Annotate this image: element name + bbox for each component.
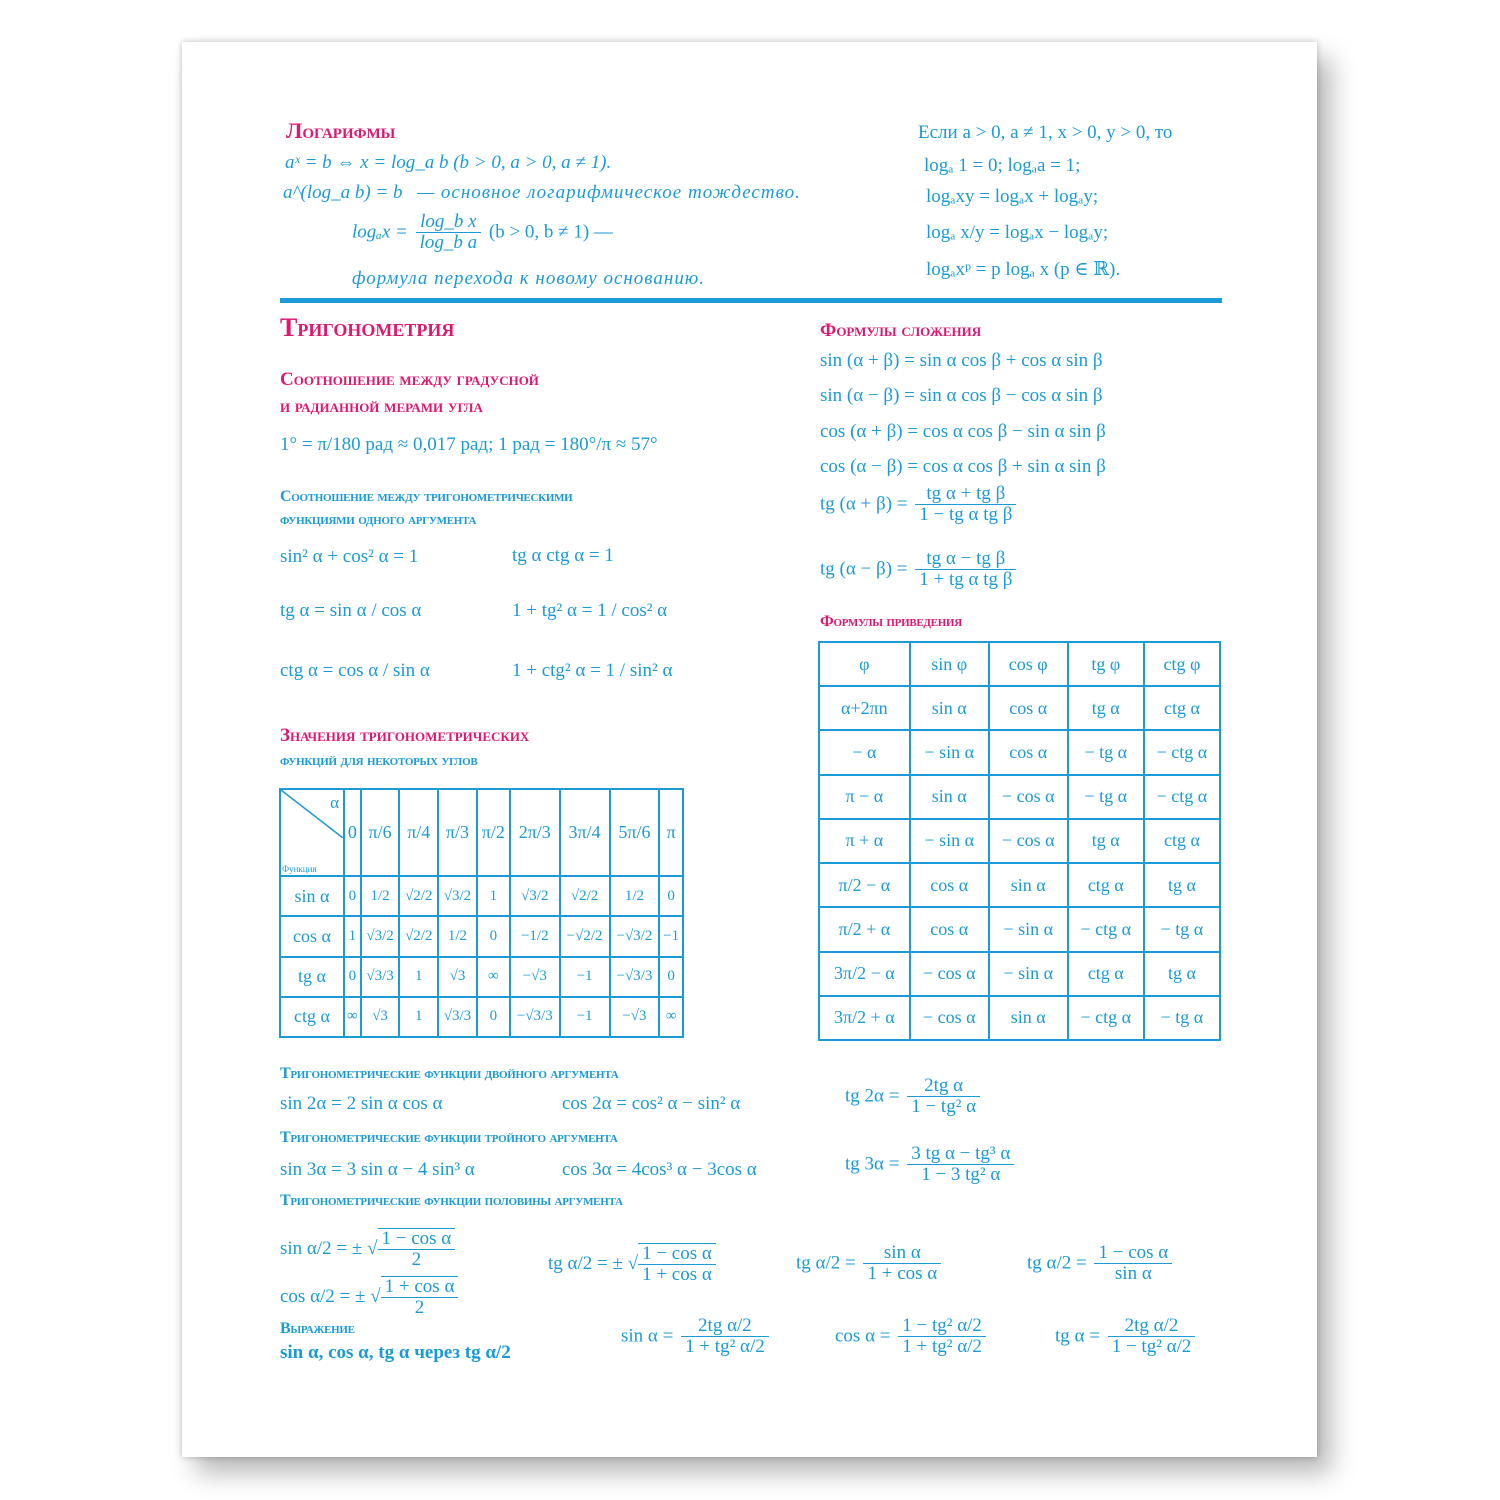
tg-half-sin-lhs: tg α/2 = xyxy=(796,1252,856,1274)
cos-sum: cos (α + β) = cos α cos β − sin α sin β xyxy=(820,421,1106,442)
angle-header: π/4 xyxy=(399,789,438,876)
cos-half-den: 2 xyxy=(414,1296,425,1318)
value-cell: 1 xyxy=(344,916,361,956)
reduction-header-cell: φ xyxy=(819,642,910,686)
log-change-text: формула перехода к новому основанию. xyxy=(352,268,705,289)
reduction-value-cell: sin α xyxy=(910,686,989,730)
tg-half-cos-lhs: tg α/2 = xyxy=(1027,1252,1087,1274)
log-change-den: log_b a xyxy=(419,231,478,253)
tg-via-tg-lhs: tg α = xyxy=(1055,1325,1100,1347)
tg-diff-num: tg α − tg β xyxy=(915,549,1016,570)
reduction-header-cell: cos φ xyxy=(989,642,1068,686)
log-prop-4: logₐxᵖ = p logₐ x (p ∈ ℝ). xyxy=(926,259,1121,280)
sin-half-num: 1 − cos α xyxy=(378,1229,456,1250)
sin-triple: sin 3α = 3 sin α − 4 sin³ α xyxy=(280,1159,475,1180)
deg-rad-title-2: и радианной мерами угла xyxy=(280,396,483,417)
value-cell: √3 xyxy=(438,957,477,997)
value-cell: −√3 xyxy=(510,957,560,997)
reduction-value-cell: sin α xyxy=(989,996,1068,1040)
expr-title-1: Выражение xyxy=(280,1320,355,1337)
reduction-value-cell: tg α xyxy=(1144,952,1220,996)
value-cell: 0 xyxy=(344,876,361,916)
reduction-value-cell: ctg α xyxy=(1068,952,1144,996)
reduction-value-cell: − cos α xyxy=(989,775,1068,819)
tg-half-sin-num: sin α xyxy=(863,1243,941,1264)
tg-half-cos xyxy=(1027,1243,1175,1284)
reduction-value-cell: − tg α xyxy=(1144,907,1220,951)
value-cell: 1/2 xyxy=(438,916,477,956)
tg-double-lhs: tg 2α = xyxy=(845,1085,900,1107)
values-title-2: функций для некоторых углов xyxy=(280,752,478,769)
values-row xyxy=(280,957,683,997)
tg-half-root-num: 1 − cos α xyxy=(638,1244,716,1265)
reduction-value-cell: cos α xyxy=(910,907,989,951)
deg-rad-title-1: Соотношение между градусной xyxy=(280,369,539,390)
angle-header: π/3 xyxy=(438,789,477,876)
value-cell: √3/2 xyxy=(438,876,477,916)
reduction-value-cell: cos α xyxy=(989,686,1068,730)
log-identity xyxy=(283,182,801,204)
cos-half: cos α/2 = ± √ $\frac{\text{1 + cos α}}{2}$ xyxy=(280,1276,461,1318)
value-cell: −√2/2 xyxy=(560,916,610,956)
cos-triple: cos 3α = 4cos³ α − 3cos α xyxy=(562,1159,757,1180)
values-table xyxy=(279,788,684,1038)
reduction-value-cell: − ctg α xyxy=(1144,730,1220,774)
reduction-value-cell: − cos α xyxy=(989,819,1068,863)
tg-diff-den: 1 + tg α tg β xyxy=(919,568,1013,590)
values-header-row xyxy=(280,789,683,876)
reduction-value-cell: − sin α xyxy=(989,952,1068,996)
value-cell: −√3 xyxy=(610,997,660,1037)
reduction-value-cell: ctg α xyxy=(1144,686,1220,730)
reduction-title: Формулы приведения xyxy=(820,613,962,630)
value-cell: −1 xyxy=(560,997,610,1037)
reduction-value-cell: ctg α xyxy=(1068,863,1144,907)
reduction-value-cell: − ctg α xyxy=(1068,907,1144,951)
value-cell: 1/2 xyxy=(610,876,660,916)
tg-half-sin-den: 1 + cos α xyxy=(867,1262,938,1284)
values-title-1: Значения тригонометрических xyxy=(280,725,530,746)
value-cell: −√3/3 xyxy=(610,957,660,997)
tg-double-num: 2tg α xyxy=(907,1076,980,1097)
value-cell: √2/2 xyxy=(399,916,438,956)
triple-title: Тригонометрические функции тройного аргумента xyxy=(280,1129,618,1146)
sin-via-tg-num: 2tg α/2 xyxy=(681,1316,769,1337)
sin-via-tg-lhs: sin α = xyxy=(621,1325,674,1347)
function-name-cell: tg α xyxy=(280,957,344,997)
value-cell: −√3/3 xyxy=(510,997,560,1037)
half-title: Тригонометрические функции половины аргумента xyxy=(280,1192,623,1209)
sin-half-den: 2 xyxy=(411,1248,422,1270)
reduction-value-cell: sin α xyxy=(910,775,989,819)
tg-via-tg xyxy=(1055,1316,1198,1357)
tg-sec-identity: 1 + tg² α = 1 / cos² α xyxy=(512,600,668,621)
tg-half-sin xyxy=(796,1243,944,1284)
reduction-header-row xyxy=(819,642,1220,686)
reduction-table xyxy=(818,641,1221,1041)
tg-via-tg-num: 2tg α/2 xyxy=(1108,1316,1196,1337)
values-row xyxy=(280,997,683,1037)
reduction-value-cell: − tg α xyxy=(1068,730,1144,774)
reduction-row xyxy=(819,952,1220,996)
tg-sum-num: tg α + tg β xyxy=(915,484,1016,505)
tg-def: tg α = sin α / cos α xyxy=(280,600,422,621)
reduction-arg-cell: π/2 − α xyxy=(819,863,910,907)
cos-double: cos 2α = cos² α − sin² α xyxy=(562,1093,741,1114)
angle-header: π/2 xyxy=(477,789,510,876)
value-cell: ∞ xyxy=(477,957,510,997)
tg-triple-lhs: tg 3α = xyxy=(845,1153,900,1175)
expr-title-2: sin α, cos α, tg α через tg α/2 xyxy=(280,1342,511,1363)
reduction-value-cell: tg α xyxy=(1144,863,1220,907)
angle-header: π/6 xyxy=(361,789,400,876)
cos-via-tg-den: 1 + tg² α/2 xyxy=(902,1335,982,1357)
tg-ctg-identity: tg α ctg α = 1 xyxy=(512,545,614,566)
function-name-cell: sin α xyxy=(280,876,344,916)
value-cell: −1 xyxy=(659,916,683,956)
sin-via-tg-den: 1 + tg² α/2 xyxy=(685,1335,765,1357)
value-cell: 0 xyxy=(659,876,683,916)
addition-title: Формулы сложения xyxy=(820,320,982,341)
trig-title: Тригонометрия xyxy=(280,313,455,342)
sin-double: sin 2α = 2 sin α cos α xyxy=(280,1093,443,1114)
reduction-arg-cell: π + α xyxy=(819,819,910,863)
ctg-csc-identity: 1 + ctg² α = 1 / sin² α xyxy=(512,660,673,681)
value-cell: 1/2 xyxy=(361,876,400,916)
value-cell: 0 xyxy=(477,997,510,1037)
log-identity-text: — основное логарифмическое тождество. xyxy=(417,182,801,203)
reduction-value-cell: − tg α xyxy=(1068,775,1144,819)
log-change-cond: (b > 0, b ≠ 1) — xyxy=(488,221,613,243)
double-title: Тригонометрические функции двойного аргумента xyxy=(280,1065,619,1082)
value-cell: √3/3 xyxy=(361,957,400,997)
reduction-value-cell: tg α xyxy=(1068,819,1144,863)
same-arg-title-1: Соотношение между тригонометрическими xyxy=(280,488,573,505)
sin-diff: sin (α − β) = sin α cos β − cos α sin β xyxy=(820,385,1103,406)
reduction-value-cell: cos α xyxy=(989,730,1068,774)
tg-diff-lhs: tg (α − β) = xyxy=(820,558,908,580)
tg-half-cos-den: sin α xyxy=(1114,1262,1152,1284)
values-row xyxy=(280,876,683,916)
reduction-value-cell: ctg α xyxy=(1144,819,1220,863)
reduction-arg-cell: π − α xyxy=(819,775,910,819)
value-cell: √2/2 xyxy=(399,876,438,916)
deg-rad-formula: 1° = π/180 рад ≈ 0,017 рад; 1 рад = 180°/π ≈ 57° xyxy=(280,434,658,455)
value-cell: √2/2 xyxy=(560,876,610,916)
reduction-row xyxy=(819,730,1220,774)
log-props-intro: Если a > 0, a ≠ 1, x > 0, y > 0, то xyxy=(918,122,1173,143)
sin-half-lhs: sin α/2 = ± xyxy=(280,1237,363,1259)
same-arg-title-2: функциями одного аргумента xyxy=(280,511,477,528)
sin-half: sin α/2 = ± √ $\frac{\text{1 − cos α}}{2}$ xyxy=(280,1228,458,1270)
cos-via-tg-lhs: cos α = xyxy=(835,1325,891,1347)
reduction-value-cell: − sin α xyxy=(989,907,1068,951)
cos-half-lhs: cos α/2 = ± xyxy=(280,1285,366,1307)
reduction-arg-cell: 3π/2 + α xyxy=(819,996,910,1040)
tg-diff xyxy=(820,549,1019,590)
reduction-row xyxy=(819,996,1220,1040)
values-row xyxy=(280,916,683,956)
tg-triple-num: 3 tg α − tg³ α xyxy=(907,1144,1014,1165)
log-identity-formula: a^(log_a b) = b xyxy=(283,182,403,203)
reduction-row xyxy=(819,686,1220,730)
function-name-cell: cos α xyxy=(280,916,344,956)
function-name-cell: ctg α xyxy=(280,997,344,1037)
value-cell: √3/3 xyxy=(438,997,477,1037)
value-cell: √3 xyxy=(361,997,400,1037)
tg-sum xyxy=(820,484,1019,525)
value-cell: ∞ xyxy=(344,997,361,1037)
reduction-row xyxy=(819,775,1220,819)
value-cell: 0 xyxy=(344,957,361,997)
cos-diff: cos (α − β) = cos α cos β + sin α sin β xyxy=(820,456,1106,477)
reduction-value-cell: − ctg α xyxy=(1068,996,1144,1040)
reduction-row xyxy=(819,819,1220,863)
value-cell: 1 xyxy=(399,957,438,997)
sin-via-tg xyxy=(621,1316,772,1357)
reduction-value-cell: cos α xyxy=(910,863,989,907)
reduction-value-cell: − ctg α xyxy=(1144,775,1220,819)
reduction-value-cell: − cos α xyxy=(910,952,989,996)
reduction-header-cell: sin φ xyxy=(910,642,989,686)
cos-via-tg xyxy=(835,1316,989,1357)
tg-triple-den: 1 − 3 tg² α xyxy=(921,1163,1001,1185)
value-cell: √3/2 xyxy=(361,916,400,956)
tg-sum-lhs: tg (α + β) = xyxy=(820,493,908,515)
reduction-value-cell: tg α xyxy=(1068,686,1144,730)
cos-via-tg-num: 1 − tg² α/2 xyxy=(898,1316,986,1337)
cos-half-num: 1 + cos α xyxy=(381,1277,459,1298)
angle-header: π xyxy=(659,789,683,876)
value-cell: 0 xyxy=(659,957,683,997)
reduction-value-cell: sin α xyxy=(989,863,1068,907)
value-cell: 1 xyxy=(399,997,438,1037)
reduction-arg-cell: 3π/2 − α xyxy=(819,952,910,996)
tg-half-cos-num: 1 − cos α xyxy=(1094,1243,1172,1264)
sin-sum: sin (α + β) = sin α cos β + cos α sin β xyxy=(820,350,1103,371)
tg-triple xyxy=(845,1144,1017,1185)
ctg-def: ctg α = cos α / sin α xyxy=(280,660,430,681)
section-divider xyxy=(280,298,1222,303)
log-change-base xyxy=(352,212,613,253)
angle-header: 5π/6 xyxy=(610,789,660,876)
value-cell: −1 xyxy=(560,957,610,997)
angle-header: 2π/3 xyxy=(510,789,560,876)
angle-header: 0 xyxy=(344,789,361,876)
tg-half-root-den: 1 + cos α xyxy=(642,1263,712,1285)
value-cell: 0 xyxy=(477,916,510,956)
reduction-arg-cell: α+2πn xyxy=(819,686,910,730)
reduction-value-cell: − sin α xyxy=(910,819,989,863)
value-cell: ∞ xyxy=(659,997,683,1037)
logs-title: Логарифмы xyxy=(286,118,396,143)
tg-via-tg-den: 1 − tg² α/2 xyxy=(1111,1335,1192,1357)
reduction-row xyxy=(819,863,1220,907)
reduction-value-cell: − tg α xyxy=(1144,996,1220,1040)
reduction-value-cell: − cos α xyxy=(910,996,989,1040)
corner-alpha: α xyxy=(330,793,339,812)
log-prop-2: logₐxy = logₐx + logₐy; xyxy=(926,186,1099,207)
log-change-lhs: logₐx = xyxy=(352,221,408,243)
tg-sum-den: 1 − tg α tg β xyxy=(919,503,1013,525)
value-cell: −√3/2 xyxy=(610,916,660,956)
value-cell: √3/2 xyxy=(510,876,560,916)
reduction-header-cell: tg φ xyxy=(1068,642,1144,686)
reduction-arg-cell: − α xyxy=(819,730,910,774)
tg-half-root: tg α/2 = ± √ $\frac{\text{1 − cos α}}{\text{1 + cos α}}$ xyxy=(548,1243,719,1285)
log-prop-3: logₐ x/y = logₐx − logₐy; xyxy=(926,222,1109,243)
log-prop-1: logₐ 1 = 0; logₐa = 1; xyxy=(924,155,1081,176)
pythag-identity: sin² α + cos² α = 1 xyxy=(280,546,419,567)
log-change-num: log_b x xyxy=(416,212,482,233)
corner-function: Функция xyxy=(282,864,317,875)
log-definition: aˣ = b ⇔ x = log_a b (b > 0, a > 0, a ≠ 1). xyxy=(285,152,612,173)
tg-double xyxy=(845,1076,983,1117)
tg-half-root-lhs: tg α/2 = ± xyxy=(548,1252,623,1274)
tg-double-den: 1 − tg² α xyxy=(911,1095,977,1117)
reduction-row xyxy=(819,907,1220,951)
reduction-arg-cell: π/2 + α xyxy=(819,907,910,951)
reduction-header-cell: ctg φ xyxy=(1144,642,1220,686)
angle-header: 3π/4 xyxy=(560,789,610,876)
reduction-value-cell: − sin α xyxy=(910,730,989,774)
values-corner-cell xyxy=(280,789,344,876)
value-cell: −1/2 xyxy=(510,916,560,956)
value-cell: 1 xyxy=(477,876,510,916)
